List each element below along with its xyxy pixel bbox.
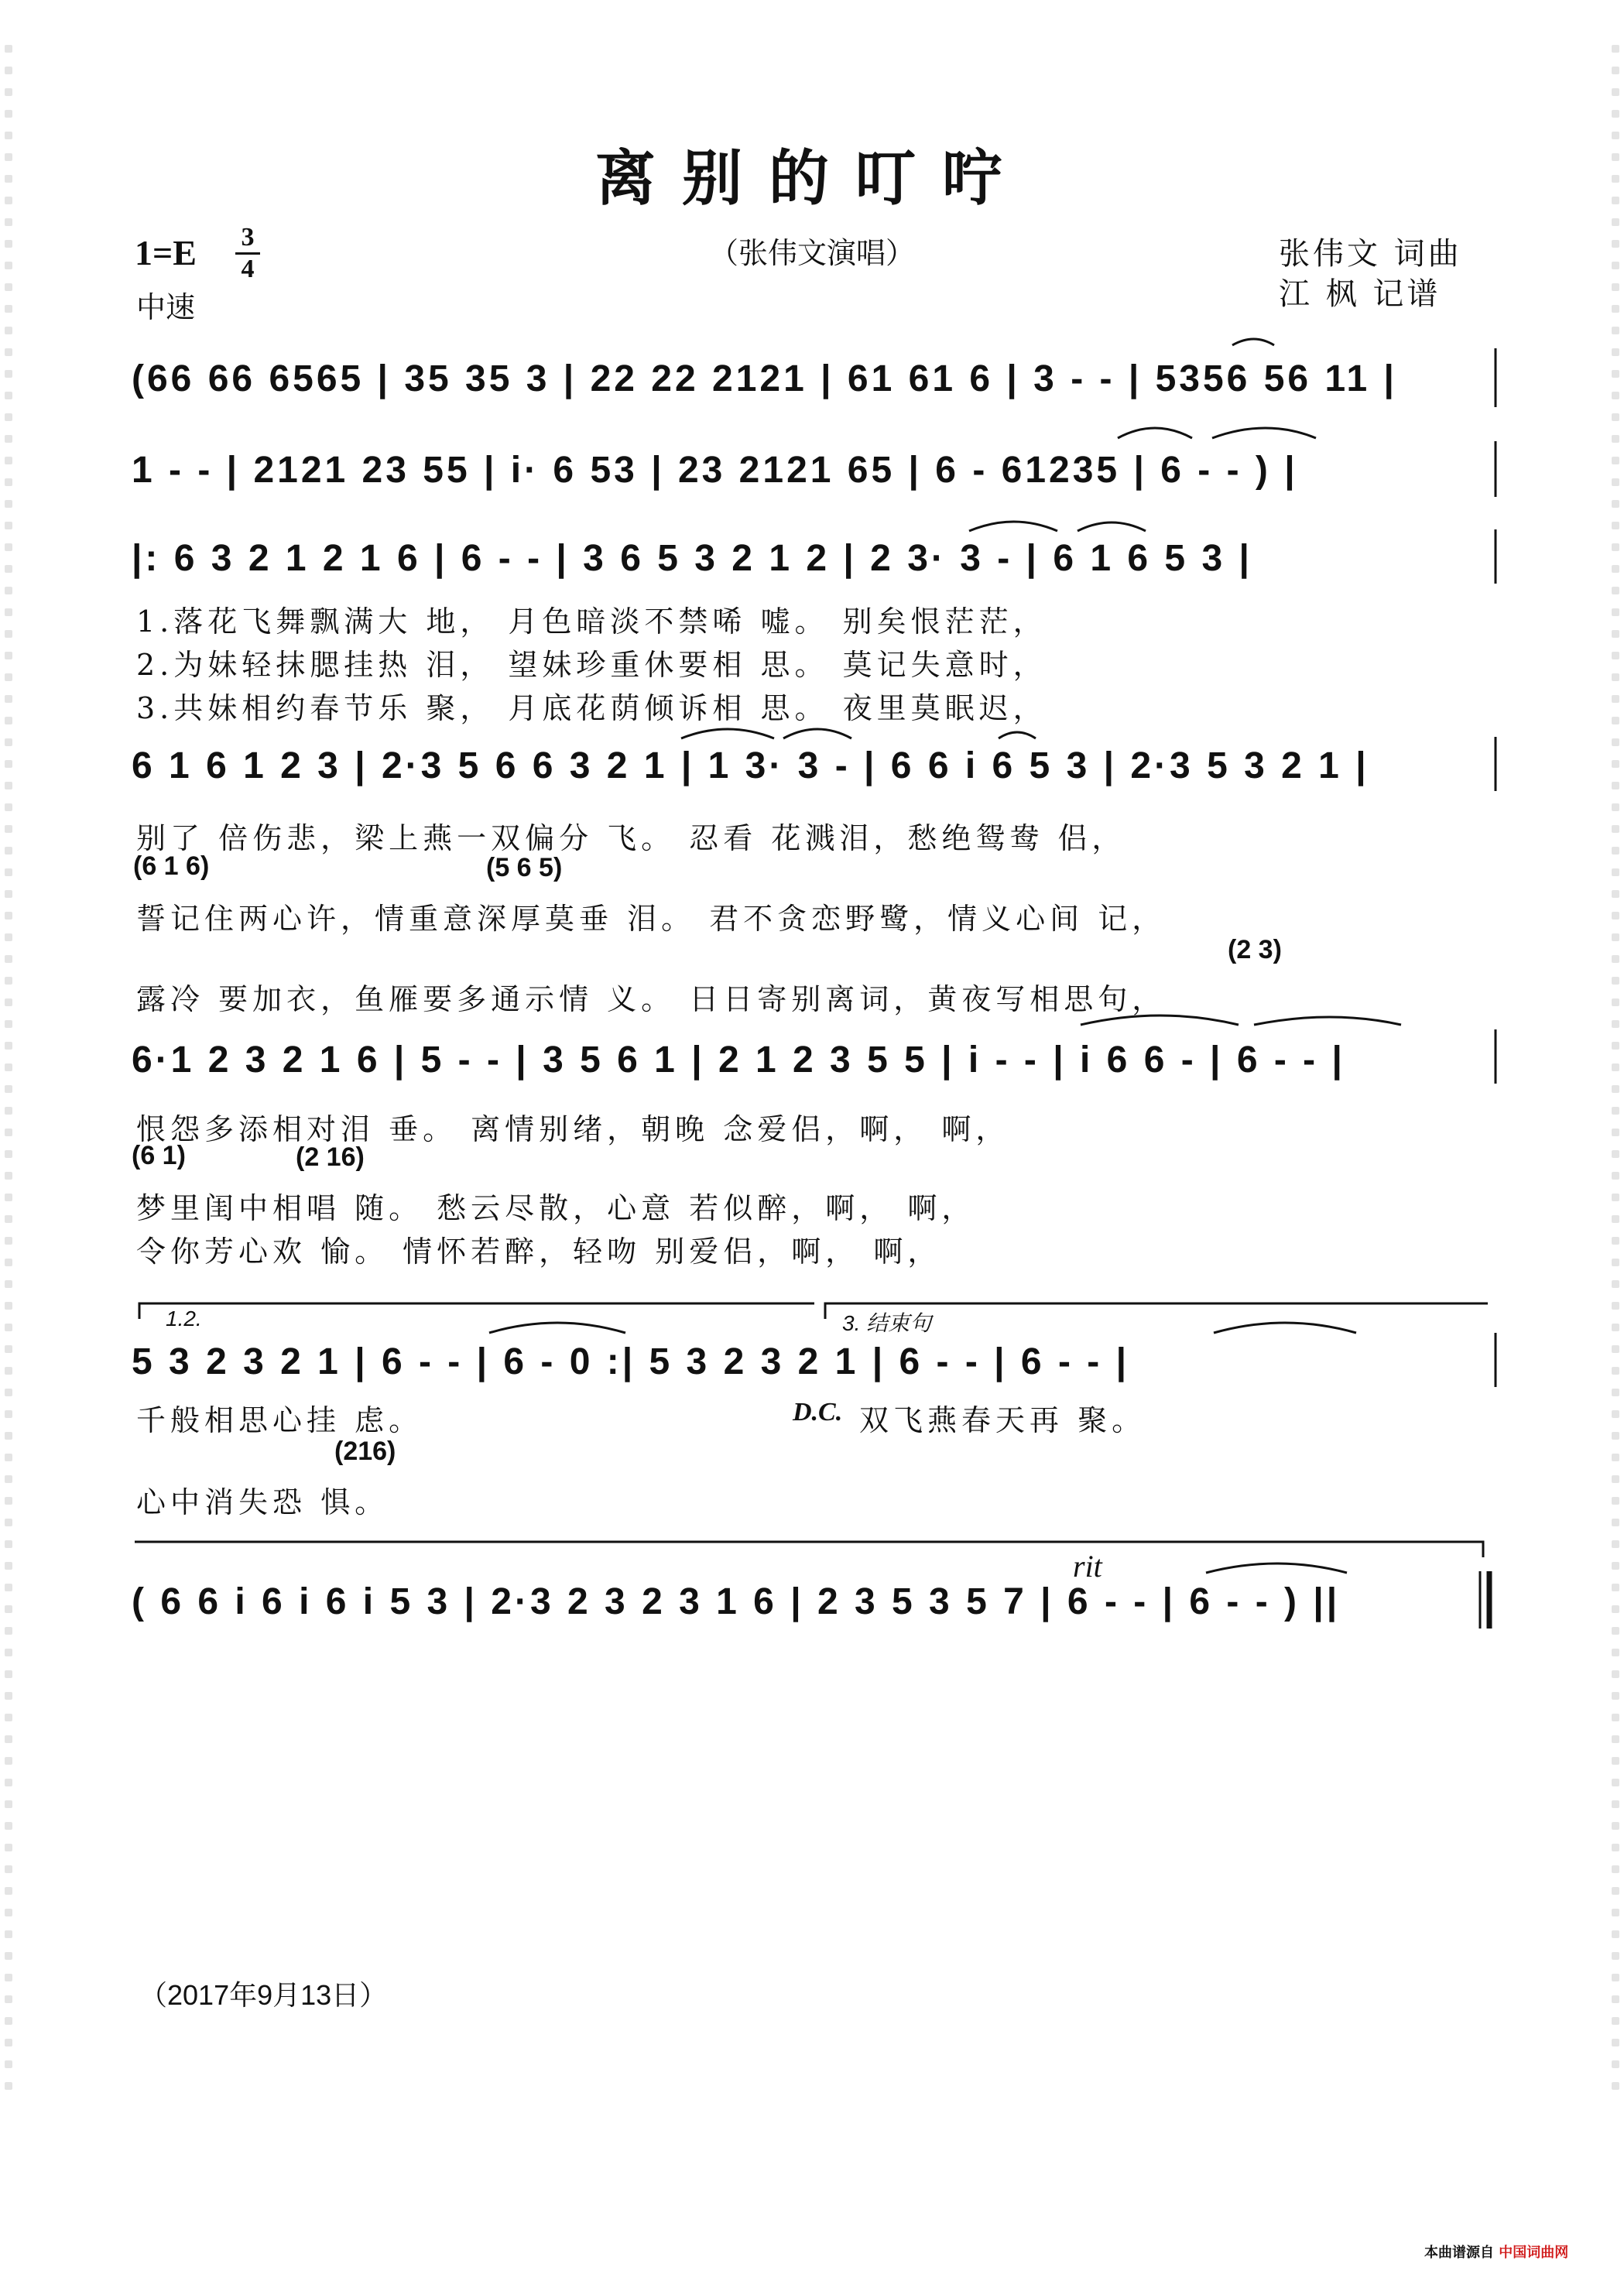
- slur-2: [1118, 428, 1192, 438]
- tempo-marking: 中速: [136, 290, 196, 324]
- footer-site-name: 中国词曲网: [1499, 2245, 1569, 2261]
- variant-notes-3: (2 3): [1228, 935, 1282, 964]
- slur-8: [999, 732, 1036, 738]
- slur-1: [1232, 339, 1274, 345]
- variant-notes-5: (2 16): [296, 1142, 365, 1172]
- footer-source-label: 本曲谱源自: [1424, 2245, 1494, 2261]
- lyric-coda: 双飞燕春天再 聚。: [859, 1403, 1146, 1437]
- coda-bracket: [135, 1542, 1483, 1557]
- slur-13: [1206, 1563, 1347, 1573]
- slur-12: [1214, 1323, 1356, 1333]
- time-signature-top: 3: [241, 223, 255, 252]
- lyric-verse3-a: 3.共妹相约春节乐 聚， 月底花荫倾诉相 思。 夜里莫眠迟，: [136, 691, 1047, 725]
- variant-notes-6: (216): [334, 1437, 396, 1466]
- slur-7: [783, 729, 851, 738]
- ritardando-marking: rit: [1073, 1549, 1102, 1584]
- time-signature-bottom: 4: [241, 255, 255, 283]
- variant-notes-1: (6 1 6): [133, 851, 210, 881]
- dc-marking: D.C.: [793, 1398, 843, 1426]
- volta-bracket-2: [825, 1303, 1488, 1319]
- volta-bracket-1: [139, 1303, 814, 1319]
- volta-final-ending: 3. 结束句: [842, 1311, 932, 1335]
- composition-date: （2017年9月13日）: [139, 1979, 388, 2011]
- variant-notes-2: (5 6 5): [486, 853, 563, 882]
- lyric-verse1-c: 恨怨多添相对泪 垂。 离情别绪，朝晚 念爱侣，啊， 啊，: [136, 1112, 1010, 1146]
- lyric-verse2-c: 梦里闺中相唱 随。 愁云尽散，心意 若似醉，啊， 啊，: [136, 1191, 976, 1225]
- slur-3: [1212, 428, 1316, 438]
- staff-line-6: 5 3 2 3 2 1 | 6 - - | 6 - 0 :| 5 3 2 3 2 1 | 6 - - | 6 - - |: [132, 1341, 1130, 1382]
- lyric-verse3-b: 露冷 要加衣，鱼雁要多通示情 义。 日日寄别离词，黄夜写相思句，: [136, 982, 1167, 1016]
- slur-10: [1254, 1017, 1401, 1025]
- slur-11: [489, 1323, 625, 1333]
- volta-first-ending: 1.2.: [166, 1307, 202, 1331]
- slur-5: [1078, 522, 1146, 531]
- slur-6: [681, 729, 774, 738]
- staff-line-1: (66 66 6565 | 35 35 3 | 22 22 2121 | 61 61 6 | 3 - - | 5356 56 11 |: [132, 358, 1397, 399]
- staff-line-5: 6·1 2 3 2 1 6 | 5 - - | 3 5 6 1 | 2 1 2 3 5 5 | i - - | i 6 6 - | 6 - - |: [132, 1039, 1345, 1081]
- slur-4: [969, 522, 1057, 531]
- key-signature: 1=E: [135, 233, 197, 272]
- lyric-verse2-a: 2.为妹轻抹腮挂热 泪， 望妹珍重休要相 思。 莫记失意时，: [136, 648, 1047, 682]
- staff-line-3: |: 6 3 2 1 2 1 6 | 6 - - | 3 6 5 3 2 1 2 | 2 3· 3 - | 6 1 6 5 3 |: [132, 538, 1252, 579]
- lyric-verse1-b: 别了 倍伤悲，梁上燕一双偏分 飞。 忍看 花溅泪，愁绝鸳鸯 侣，: [136, 821, 1126, 855]
- staff-line-7: ( 6 6 i 6 i 6 i 5 3 | 2·3 2 3 2 3 1 6 | 2 3 5 3 5 7 | 6 - - | 6 - - ) ||: [132, 1581, 1341, 1622]
- song-title: 离别的叮咛: [594, 143, 1029, 214]
- credit-transcriber: 江 枫 记谱: [1279, 276, 1441, 312]
- lyric-verse3-c: 令你芳心欢 愉。 情怀若醉，轻吻 别爱侣，啊， 啊，: [136, 1235, 942, 1269]
- slur-9: [1081, 1015, 1239, 1025]
- staff-line-2: 1 - - | 2121 23 55 | i· 6 53 | 23 2121 65 | 6 - 61235 | 6 - - ) |: [132, 450, 1298, 491]
- staff-line-4: 6 1 6 1 2 3 | 2·3 5 6 6 3 2 1 | 1 3· 3 - | 6 6 i 6 5 3 | 2·3 5 3 2 1 |: [132, 745, 1369, 786]
- performer-note: （张伟文演唱）: [708, 236, 915, 270]
- variant-notes-4: (6 1): [132, 1141, 186, 1170]
- lyric-ending-1: 千般相思心挂 虑。: [136, 1403, 423, 1437]
- lyric-ending-2: 心中消失恐 惧。: [136, 1485, 389, 1519]
- lyric-verse2-b: 誓记住两心许，情重意深厚莫垂 泪。 君不贪恋野鹭，情义心间 记，: [136, 902, 1167, 936]
- credit-lyrics-music: 张伟文 词曲: [1279, 236, 1462, 272]
- lyric-verse1-a: 1.落花飞舞飘满大 地， 月色暗淡不禁唏 嘘。 别矣恨茫茫，: [136, 604, 1047, 639]
